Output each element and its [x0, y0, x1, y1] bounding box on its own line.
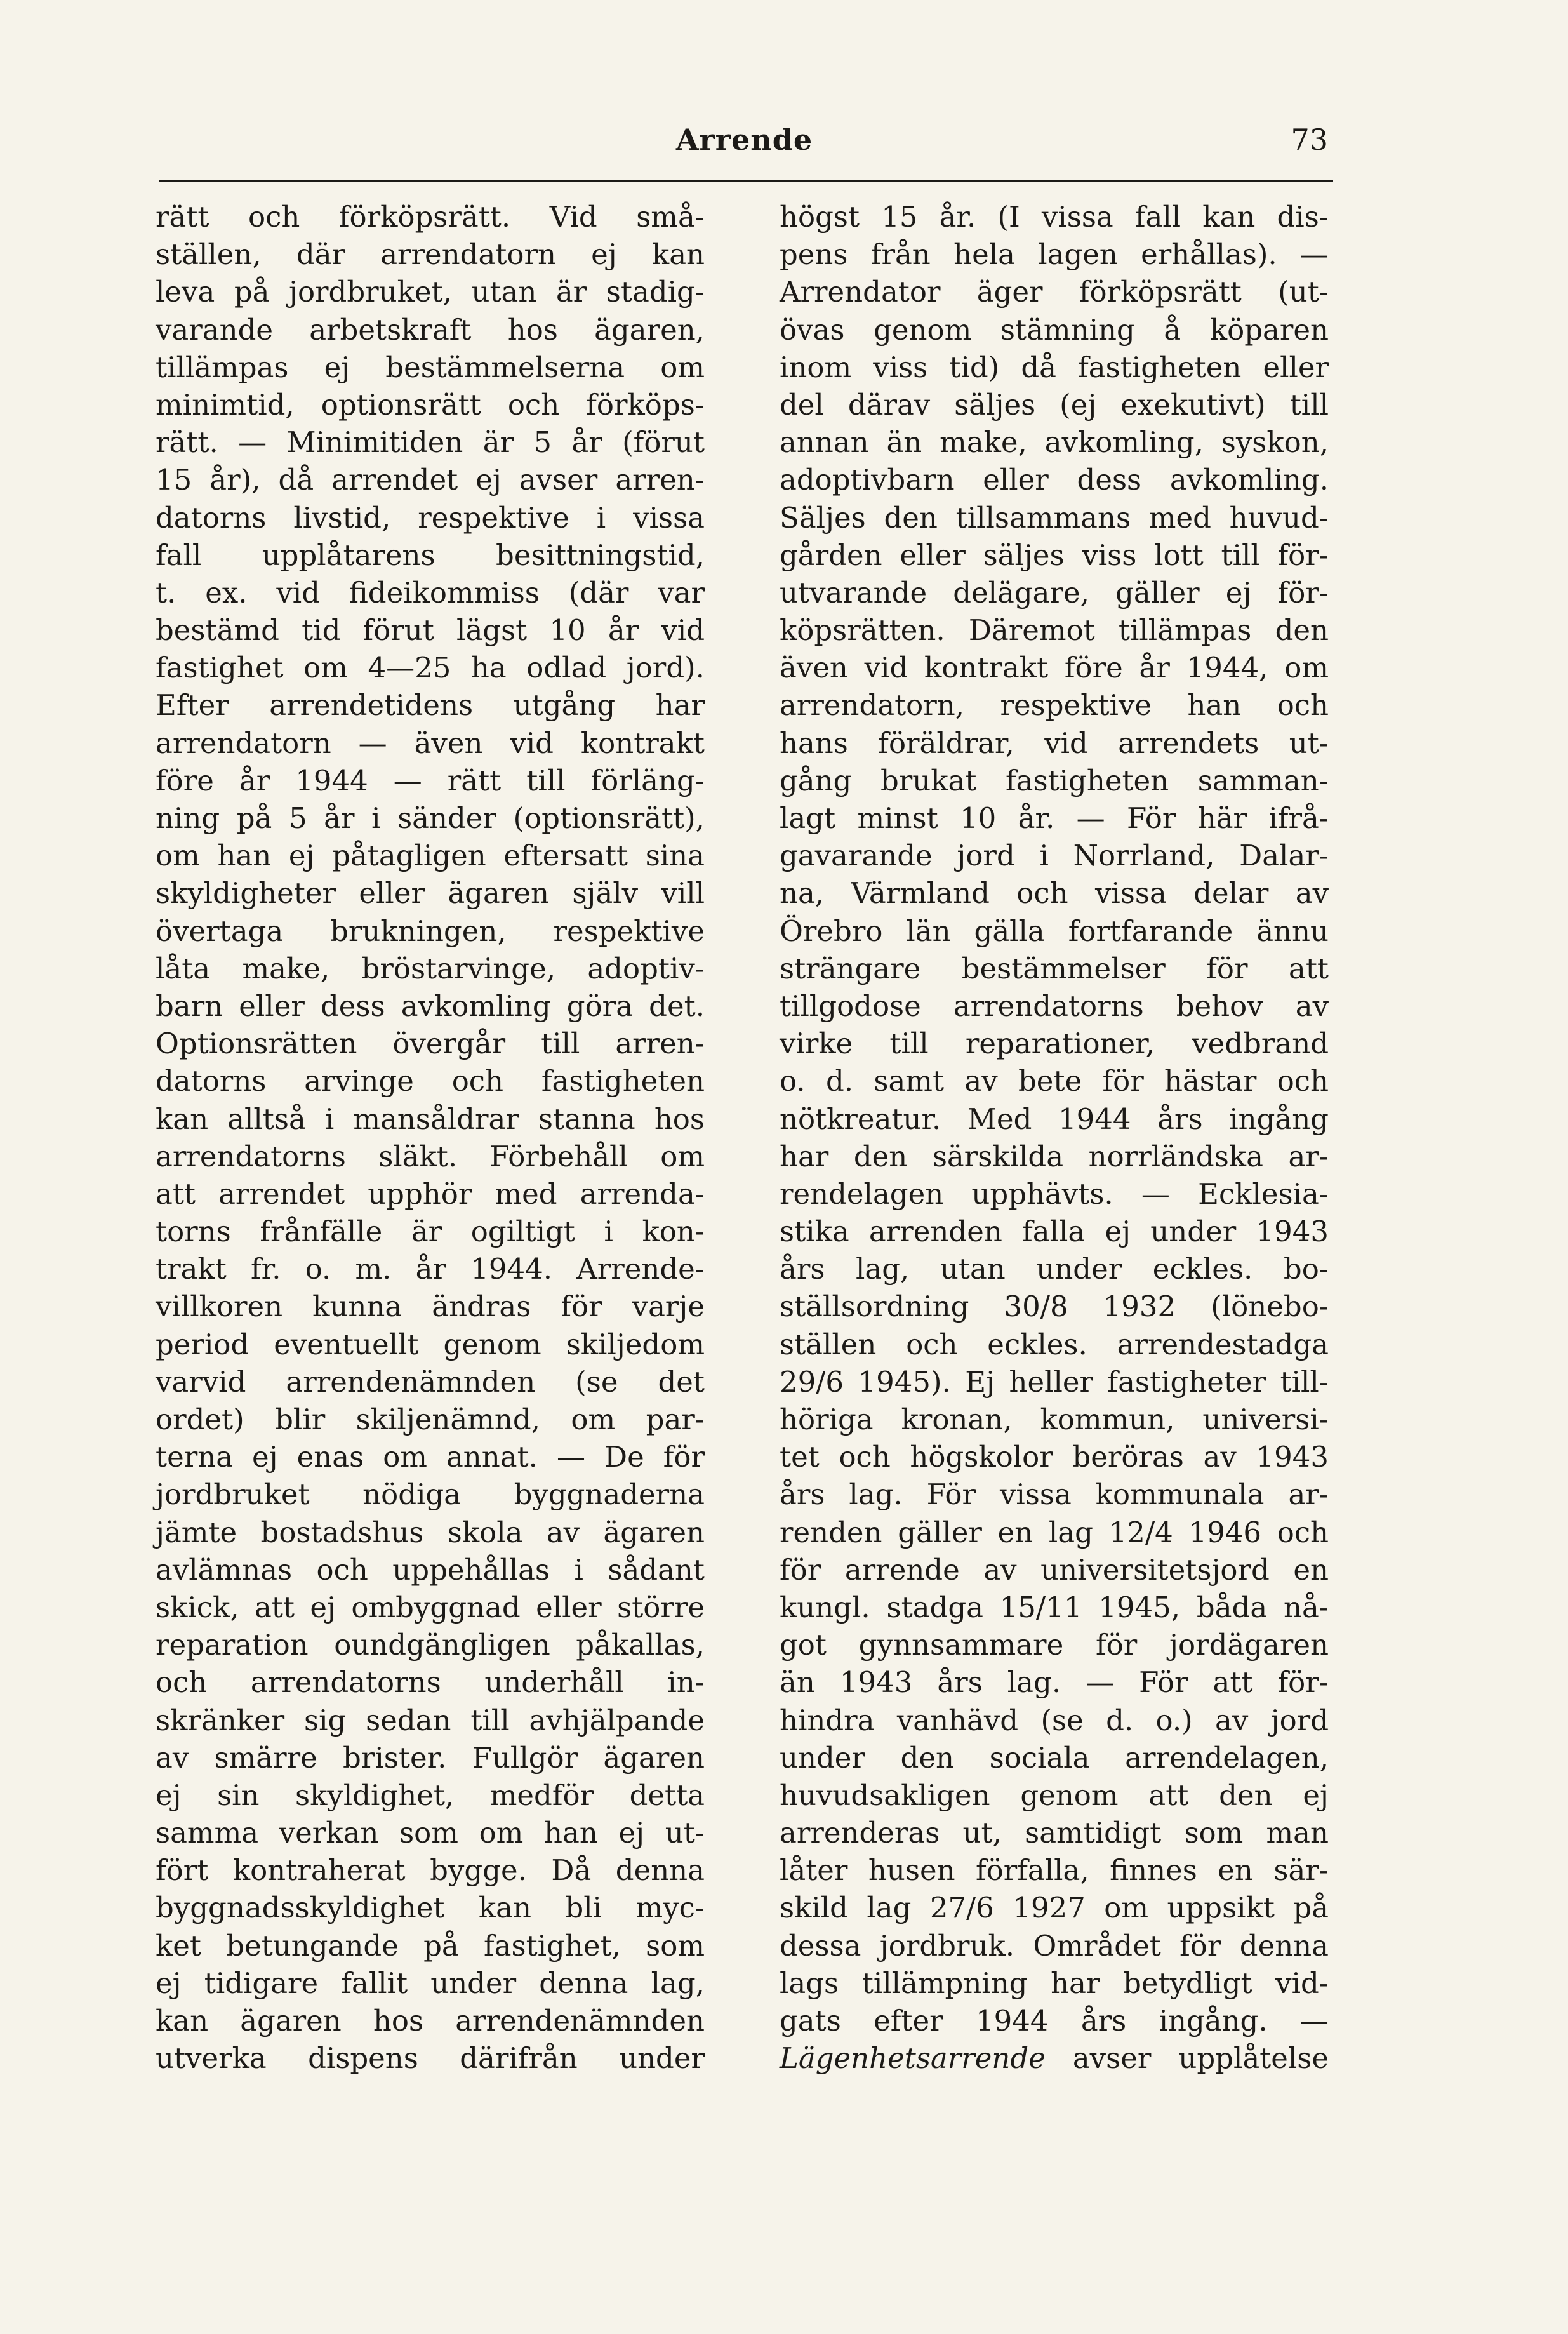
text-line: virke till reparationer, vedbrand: [780, 1027, 1329, 1061]
text-line: arrenderas ut, samtidigt som man: [780, 1816, 1329, 1850]
text-line: 29/6 1945). Ej heller fastigheter till-: [780, 1364, 1329, 1399]
text-line: och arrendatorns underhåll in-: [156, 1665, 705, 1700]
text-line: arrendatorn — även vid kontrakt: [156, 726, 705, 760]
text-line: gång brukat fastigheten samman-: [780, 763, 1329, 797]
text-line: Örebro län gälla fortfarande ännu: [780, 914, 1329, 948]
text-line: pens från hela lagen erhållas). —: [780, 237, 1329, 272]
text-line: arrendatorns släkt. Förbehåll om: [156, 1139, 705, 1173]
text-line: skild lag 27/6 1927 om uppsikt på: [780, 1891, 1329, 1925]
text-line: period eventuellt genom skiljedom: [156, 1327, 705, 1361]
text-line: gats efter 1944 års ingång. —: [780, 2004, 1329, 2037]
text-line: även vid kontrakt före år 1944, om: [780, 651, 1329, 685]
text-line: villkoren kunna ändras för varje: [156, 1290, 705, 1324]
text-line: kungl. stadga 15/11 1945, båda nå-: [780, 1590, 1329, 1624]
line-rest: avser upplåtelse: [1045, 2041, 1329, 2076]
text-line: övas genom stämning å köparen: [780, 312, 1329, 347]
text-line: fastighet om 4—25 ha odlad jord).: [156, 651, 705, 685]
text-line: övertaga brukningen, respektive: [156, 914, 705, 948]
text-line: rätt. — Minimitiden är 5 år (förut: [156, 425, 705, 460]
text-line: tillämpas ej bestämmelserna om: [156, 350, 705, 384]
text-line: lags tillämpning har betydligt vid-: [780, 1966, 1329, 2000]
text-line: Arrendator äger förköpsrätt (ut-: [780, 275, 1329, 309]
text-line: ställen, där arrendatorn ej kan: [156, 237, 705, 272]
text-line: skränker sig sedan till avhjälpande: [156, 1703, 705, 1737]
text-line: ej tidigare fallit under denna lag,: [156, 1966, 705, 2000]
text-line: terna ej enas om annat. — De för: [156, 1440, 705, 1474]
text-line: byggnadsskyldighet kan bli myc-: [156, 1891, 705, 1925]
header-rule: [159, 180, 1333, 182]
text-line: ställen och eckles. arrendestadga: [780, 1327, 1329, 1361]
text-line: låter husen förfalla, finnes en sär-: [780, 1853, 1329, 1888]
text-line: arrendatorn, respektive han och: [780, 688, 1329, 723]
text-line: fall upplåtarens besittningstid,: [156, 538, 705, 572]
text-line: renden gäller en lag 12/4 1946 och: [780, 1515, 1329, 1549]
text-line: trakt fr. o. m. år 1944. Arrende-: [156, 1252, 705, 1286]
text-line: minimtid, optionsrätt och förköps-: [156, 387, 705, 422]
text-line: stika arrenden falla ej under 1943: [780, 1215, 1329, 1249]
text-line: skyldigheter eller ägaren själv vill: [156, 876, 705, 910]
running-title: Arrende: [675, 123, 813, 157]
text-line: ordet) blir skiljenämnd, om par-: [156, 1403, 705, 1436]
text-line: Efter arrendetidens utgång har: [156, 688, 705, 723]
text-line: varvid arrendenämnden (se det: [156, 1364, 705, 1399]
text-line: Säljes den tillsammans med huvud-: [780, 500, 1329, 535]
text-line: utvarande delägare, gäller ej för-: [780, 575, 1329, 610]
text-line: ket betungande på fastighet, som: [156, 1928, 705, 1963]
text-line: datorns livstid, respektive i vissa: [156, 500, 705, 535]
text-line: na, Värmland och vissa delar av: [780, 876, 1329, 910]
text-line: strängare bestämmelser för att: [780, 951, 1329, 985]
text-line: samma verkan som om han ej ut-: [156, 1816, 705, 1850]
text-line: Optionsrätten övergår till arren-: [156, 1027, 705, 1061]
text-line: fört kontraherat bygge. Då denna: [156, 1853, 705, 1888]
text-line: gavarande jord i Norrland, Dalar-: [780, 839, 1329, 873]
text-line: annan än make, avkomling, syskon,: [780, 425, 1329, 460]
text-line: att arrendet upphör med arrenda-: [156, 1177, 705, 1211]
text-line: om han ej påtagligen eftersatt sina: [156, 839, 705, 873]
text-line: huvudsakligen genom att den ej: [780, 1778, 1329, 1812]
text-line: köpsrätten. Däremot tillämpas den: [780, 613, 1329, 648]
text-line: got gynnsammare för jordägaren: [780, 1628, 1329, 1662]
text-line: tet och högskolor beröras av 1943: [780, 1440, 1329, 1474]
text-line: o. d. samt av bete för hästar och: [780, 1064, 1329, 1098]
text-line: kan ägaren hos arrendenämnden: [156, 2004, 705, 2037]
text-line: nötkreatur. Med 1944 års ingång: [780, 1102, 1329, 1136]
text-line: inom viss tid) då fastigheten eller: [780, 350, 1329, 384]
text-line: bestämd tid förut lägst 10 år vid: [156, 613, 705, 648]
text-line: dessa jordbruk. Området för denna: [780, 1928, 1329, 1963]
text-line: hindra vanhävd (se d. o.) av jord: [780, 1703, 1329, 1737]
text-line: rätt och förköpsrätt. Vid små-: [156, 200, 705, 234]
text-line: torns frånfälle är ogiltigt i kon-: [156, 1215, 705, 1249]
text-line: lagt minst 10 år. — För här ifrå-: [780, 801, 1329, 835]
text-line: års lag, utan under eckles. bo-: [780, 1252, 1329, 1286]
text-line: höriga kronan, kommun, universi-: [780, 1403, 1329, 1436]
right-column: [780, 198, 1329, 2077]
text-line: gården eller säljes viss lott till för-: [780, 538, 1329, 572]
text-line: tillgodose arrendatorns behov av: [780, 989, 1329, 1023]
text-line: datorns arvinge och fastigheten: [156, 1064, 705, 1098]
text-line: jordbruket nödiga byggnaderna: [156, 1477, 705, 1512]
text-line: ställsordning 30/8 1932 (lönebo-: [780, 1290, 1329, 1324]
page-number: 73: [1291, 123, 1328, 157]
text-line: avlämnas och uppehållas i sådant: [156, 1552, 705, 1587]
text-line: jämte bostadshus skola av ägaren: [156, 1515, 705, 1549]
text-line: före år 1944 — rätt till förläng-: [156, 763, 705, 797]
text-line: adoptivbarn eller dess avkomling.: [780, 463, 1329, 497]
text-line: t. ex. vid fideikommiss (där var: [156, 575, 705, 610]
text-line: under den sociala arrendelagen,: [780, 1740, 1329, 1775]
text-line: har den särskilda norrländska ar-: [780, 1139, 1329, 1173]
italic-term: Lägenhetsarrende: [780, 2041, 1046, 2076]
text-line: års lag. För vissa kommunala ar-: [780, 1477, 1329, 1512]
text-line: 15 år), då arrendet ej avser arren-: [156, 463, 705, 497]
text-line: av smärre brister. Fullgör ägaren: [156, 1740, 705, 1775]
text-line: barn eller dess avkomling göra det.: [156, 989, 705, 1023]
text-line: leva på jordbruket, utan är stadig-: [156, 275, 705, 309]
left-column: [156, 198, 705, 2077]
text-line: för arrende av universitetsjord en: [780, 1552, 1329, 1587]
text-line: ning på 5 år i sänder (optionsrätt),: [156, 801, 705, 835]
text-line: varande arbetskraft hos ägaren,: [156, 312, 705, 347]
text-line: ej sin skyldighet, medför detta: [156, 1778, 705, 1812]
text-line: hans föräldrar, vid arrendets ut-: [780, 726, 1329, 760]
text-line: kan alltså i mansåldrar stanna hos: [156, 1102, 705, 1136]
text-line: del därav säljes (ej exekutivt) till: [780, 387, 1329, 422]
text-line: låta make, bröstarvinge, adoptiv-: [156, 951, 705, 985]
text-line: utverka dispens därifrån under: [156, 2041, 705, 2076]
running-header: [156, 114, 1333, 165]
text-line: högst 15 år. (I vissa fall kan dis-: [780, 200, 1329, 234]
text-line: skick, att ej ombyggnad eller större: [156, 1590, 705, 1624]
text-line: reparation oundgängligen påkallas,: [156, 1628, 705, 1662]
text-line: [780, 2039, 1329, 2077]
text-line: rendelagen upphävts. — Ecklesia-: [780, 1177, 1329, 1211]
text-line: än 1943 års lag. — För att för-: [780, 1665, 1329, 1700]
